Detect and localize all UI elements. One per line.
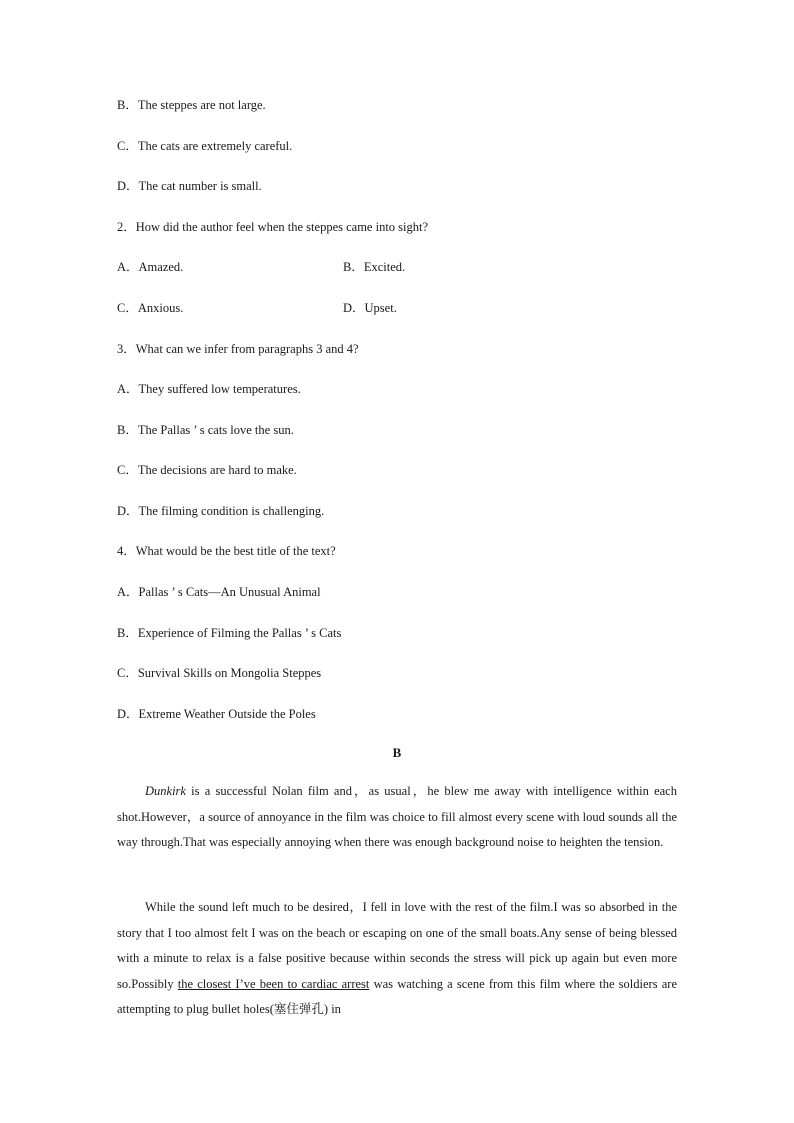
paragraph-2-text-after: was watching a scene from this film where the soldiers are attempting to plug bullet holes(塞住弹孔) in	[117, 976, 677, 1016]
q1-option-b: B．The steppes are not large.	[117, 98, 266, 112]
section-b-heading: B	[392, 745, 402, 760]
q2-option-c: C．Anxious.	[117, 301, 184, 315]
q3-question: 3．What can we infer from paragraphs 3 and 4?	[117, 342, 359, 356]
q1-option-c: C．The cats are extremely careful.	[117, 139, 293, 153]
film-title: Dunkirk	[145, 784, 186, 798]
passage-paragraph-1	[117, 779, 677, 856]
q4-option-b: B．Experience of Filming the Pallas ’ s Cats	[117, 626, 342, 640]
q2-option-b: B．Excited.	[343, 260, 406, 274]
q2-question: 2．How did the author feel when the steppes came into sight?	[117, 220, 429, 234]
q3-option-b: B．The Pallas ’ s cats love the sun.	[117, 423, 294, 437]
q2-option-d: D．Upset.	[343, 301, 397, 315]
q3-option-a: A．They suffered low temperatures.	[117, 382, 301, 396]
underlined-phrase: the closest I’ve been to cardiac arrest	[177, 976, 370, 991]
paragraph-2-text-before: While the sound left much to be desired，I fell in love with the rest of the film.I was so absorbed in the story that I too almost felt I was on the beach or escaping on one of the small boats.Any sense of being blessed with a minute to relax is a false positive because within seconds the stress will pick up again but even more so.Possibly	[117, 900, 677, 991]
q4-option-a: A．Pallas ’ s Cats—An Unusual Animal	[117, 585, 321, 599]
q1-option-d: D．The cat number is small.	[117, 179, 262, 193]
q4-question: 4．What would be the best title of the text?	[117, 544, 336, 558]
q3-option-d: D．The filming condition is challenging.	[117, 504, 325, 518]
paragraph-1-text: is a successful Nolan film and，as usual，he blew me away with intelligence within each shot.However，a source of annoyance in the film was choice to fill almost every scene with loud sounds all the way through.That was especially annoying when there was enough background noise to heighten the tension.	[117, 784, 677, 849]
q3-option-c: C．The decisions are hard to make.	[117, 463, 297, 477]
q4-option-d: D．Extreme Weather Outside the Poles	[117, 707, 316, 721]
q2-option-a: A．Amazed.	[117, 260, 184, 274]
q4-option-c: C．Survival Skills on Mongolia Steppes	[117, 666, 322, 680]
passage-paragraph-2	[117, 895, 677, 1023]
